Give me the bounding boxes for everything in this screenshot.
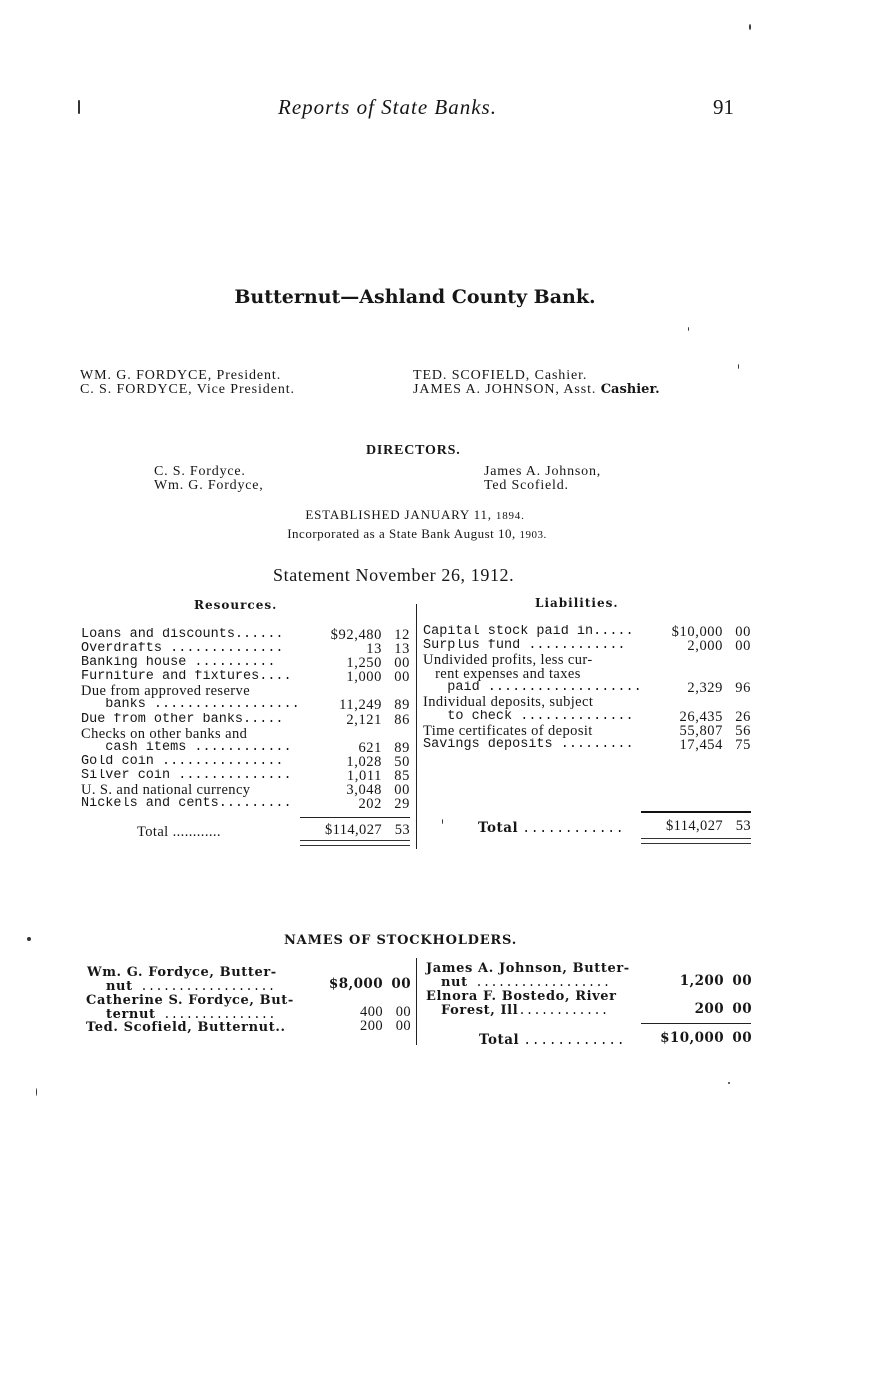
leader-dots: .................. [467,976,611,990]
amount-dollars: 11,249 [339,697,382,714]
amount-cents: 26 [735,708,751,725]
stockholders-heading: NAMES OF STOCKHOLDERS. [284,933,518,948]
statement-row [81,783,410,797]
officer-vice-president: C. S. FORDYCE, Vice President. [80,382,295,397]
stockholder-amount [329,976,411,992]
stockholders-total-word: Total [479,1032,520,1048]
amount-cents: 75 [735,736,751,753]
statement-row-label: Due from other banks..... [81,712,284,727]
statement-row-label: U. S. and national currency [81,783,251,798]
scan-speck [27,937,31,941]
total-rule [300,817,410,818]
statement-row-amount [382,684,410,698]
statement-row [423,639,751,653]
amount-dollars: 13 [366,641,382,658]
statement-row-label: Checks on other banks and [81,726,248,741]
scan-speck [688,327,689,331]
stockholder-cents: 00 [395,1004,411,1020]
total-double-rule [641,838,751,844]
stockholder-address-text: nut [106,979,133,994]
statement-row [423,681,751,695]
stockholder-cents: 00 [732,1001,752,1017]
statement-row-label: Overdrafts .............. [81,642,284,657]
statement-row [423,695,751,709]
liabilities-total-label [478,820,624,837]
resources-table [81,628,410,811]
page-number: 91 [713,95,734,119]
statement-row-label: Gold coin ............... [81,754,284,769]
statement-row [81,713,410,727]
scan-speck [749,24,751,30]
total-rule [641,811,751,813]
leader-dots: .................. [132,980,276,994]
amount-cents: 89 [394,739,410,756]
stockholder-cents: 00 [391,976,411,992]
statement-row-amount [723,695,751,709]
stockholders-total-amount [660,1030,752,1046]
column-divider [416,958,417,1045]
statement-row [81,797,410,811]
statement-row-amount [680,738,751,752]
statement-row [423,710,751,724]
director-name: James A. Johnson, [484,464,602,479]
resources-total-amount [325,822,410,839]
stockholder-cents: 00 [732,973,752,989]
amount-dollars: 2,329 [687,680,723,697]
statement-row-amount [346,755,410,769]
stockholder-dollars: 200 [694,1001,724,1017]
total-double-rule [300,840,410,846]
stockholder-amount [695,1001,752,1017]
director-name: C. S. Fordyce. [154,464,246,479]
stockholder-dollars: 200 [360,1018,383,1034]
amount-dollars: 3,048 [346,782,382,799]
statement-row [81,769,410,783]
stockholder-address-text: nut [441,975,468,990]
stockholder-name: Elnora F. Bostedo, River [426,989,617,1004]
amount-dollars: 2,121 [346,711,382,728]
officer-cashier: TED. SCOFIELD, Cashier. [413,368,588,383]
statement-row-amount [723,653,751,667]
stockholder-cents: 00 [395,1018,411,1034]
statement-row [81,684,410,698]
statement-row-amount [346,713,410,727]
amount-dollars: 1,250 [346,655,382,672]
director-name: Wm. G. Fordyce, [154,478,264,493]
statement-row-label: Silver coin .............. [81,768,292,783]
stockholder-amount [680,973,752,989]
statement-row [81,628,410,642]
amount-cents: 00 [394,782,410,799]
amount-cents: 00 [394,669,410,686]
amount-cents: 00 [394,655,410,672]
statement-row [81,727,410,741]
statement-row-amount [331,628,410,642]
statement-row-amount [358,741,410,755]
amount-cents: 85 [394,767,410,784]
stockholders-total-label [479,1032,625,1049]
running-head [0,95,895,125]
scan-speck [36,1088,37,1096]
total-rule [641,1023,751,1024]
incorporated-year: 1903. [519,529,547,541]
stockholder-name: Catherine S. Fordyce, But- [86,993,294,1008]
statement-row [81,698,410,712]
amount-dollars: 621 [358,739,382,756]
stockholders-total-dollars: $10,000 [660,1030,724,1046]
statement-row-label: Banking house .......... [81,656,276,671]
statement-row-amount [687,639,751,653]
liabilities-total-amount [666,818,751,835]
statement-row [81,656,410,670]
stockholder-amount [360,1018,411,1035]
statement-row [423,724,751,738]
amount-dollars: $92,480 [330,627,382,643]
amount-dollars: 55,807 [679,722,723,739]
statement-row-amount [687,681,751,695]
amount-cents: 29 [394,796,410,813]
statement-row-amount [366,642,410,656]
statement-heading: Statement November 26, 1912. [273,565,515,585]
statement-row [423,653,751,667]
stockholder-name: James A. Johnson, Butter- [426,961,630,976]
stockholders-total-cents: 00 [732,1030,752,1046]
scan-speck [78,100,80,114]
amount-dollars: 2,000 [687,638,723,655]
statement-row [81,755,410,769]
incorporated-text: Incorporated as a State Bank August 10, [287,526,516,541]
statement-row-amount [347,769,410,783]
amount-dollars: 202 [358,796,382,813]
amount-cents: 00 [735,638,751,655]
asst-cashier-name: JAMES A. JOHNSON, Asst. [413,382,597,397]
resources-total-cents: 53 [394,822,410,838]
asst-cashier-title: Cashier. [600,382,660,397]
amount-cents: 86 [394,711,410,728]
statement-row-amount [680,710,751,724]
amount-cents: 56 [735,722,751,739]
statement-row-amount [358,797,410,811]
statement-row [81,670,410,684]
amount-dollars: 17,454 [679,736,723,753]
statement-row [423,738,751,752]
stockholder-dollars: $8,000 [328,976,383,992]
statement-row-amount [382,727,410,741]
officer-president: WM. G. FORDYCE, President. [80,368,282,383]
amount-cents: 96 [735,680,751,697]
statement-row [423,667,751,681]
statement-row-label: Surplus fund ............ [423,639,626,654]
statement-row [423,625,751,639]
statement-row-amount [346,670,410,684]
statement-row-amount [346,783,410,797]
statement-row-label: paid ................... [423,681,642,696]
established-text: ESTABLISHED JANUARY 11, [305,507,492,522]
officer-asst-cashier [413,383,660,397]
amount-cents: 12 [394,627,410,643]
scan-speck [728,1082,730,1084]
statement-row [81,741,410,755]
stockholder-address [441,1003,608,1019]
amount-cents: 00 [735,624,751,640]
amount-cents: 89 [394,697,410,714]
statement-row-label: Undivided profits, less cur- [423,653,593,668]
directors-heading: DIRECTORS. [366,443,461,458]
running-title: Reports of State Banks. [278,95,497,119]
statement-row-label: Loans and discounts...... [81,628,284,642]
statement-row-label: Furniture and fixtures.... [81,670,292,685]
stockholder-dollars: 400 [360,1004,383,1020]
statement-row-amount [672,625,751,639]
incorporated-line [0,526,834,542]
liabilities-total-dollars: $114,027 [665,818,723,834]
scan-speck [442,819,443,824]
statement-row-label: rent expenses and taxes [423,667,581,682]
statement-row-amount [346,656,410,670]
statement-row [81,642,410,656]
statement-row-label: Individual deposits, subject [423,695,594,710]
statement-row-label: banks .................. [81,698,300,713]
statement-row-label: Due from approved reserve [81,684,251,699]
leader-dots: ............ [522,822,625,837]
director-name: Ted Scofield. [484,478,569,493]
stockholder-name: Ted. Scofield, Butternut.. [86,1020,286,1035]
amount-dollars: 26,435 [679,708,723,725]
liabilities-total-cents: 53 [735,818,751,834]
liabilities-heading: Liabilities. [535,596,619,610]
statement-row-label: Nickels and cents......... [81,797,292,812]
statement-row-amount [680,724,751,738]
amount-dollars: 1,011 [346,767,382,784]
scan-speck [738,364,739,369]
stockholder-name: Wm. G. Fordyce, Butter- [87,965,277,980]
statement-row-amount [723,667,751,681]
leader-dots: ............ [523,1034,626,1049]
statement-row-label: Capital stock paid in..... [423,625,634,639]
amount-dollars: 1,028 [346,753,382,770]
liabilities-table [423,625,751,752]
established-year: 1894. [495,510,525,522]
statement-row-label: Time certificates of deposit [423,723,593,738]
amount-dollars: $10,000 [671,624,723,640]
amount-cents: 50 [394,753,410,770]
amount-cents: 13 [394,641,410,658]
column-divider [416,604,417,849]
resources-heading: Resources. [194,598,278,612]
leader-dots: ............ [518,1004,609,1018]
amount-dollars: 1,000 [346,669,382,686]
statement-row-label: cash items ............ [81,740,292,755]
stockholder-dollars: 1,200 [679,973,724,989]
liabilities-total-word: Total [478,820,519,836]
leader-dots: ............... [155,1008,276,1022]
statement-row-label: Savings deposits ......... [423,737,634,752]
resources-total-label: Total ............ [137,824,221,840]
statement-row-amount [339,698,410,712]
stockholder-address-text: ternut [106,1007,156,1022]
statement-row-label: to check .............. [423,709,634,724]
resources-total-dollars: $114,027 [324,822,382,838]
bank-title: Butternut—Ashland County Bank. [234,286,596,308]
established-line [0,507,830,523]
stockholder-address-text: Forest, Ill [441,1003,519,1018]
